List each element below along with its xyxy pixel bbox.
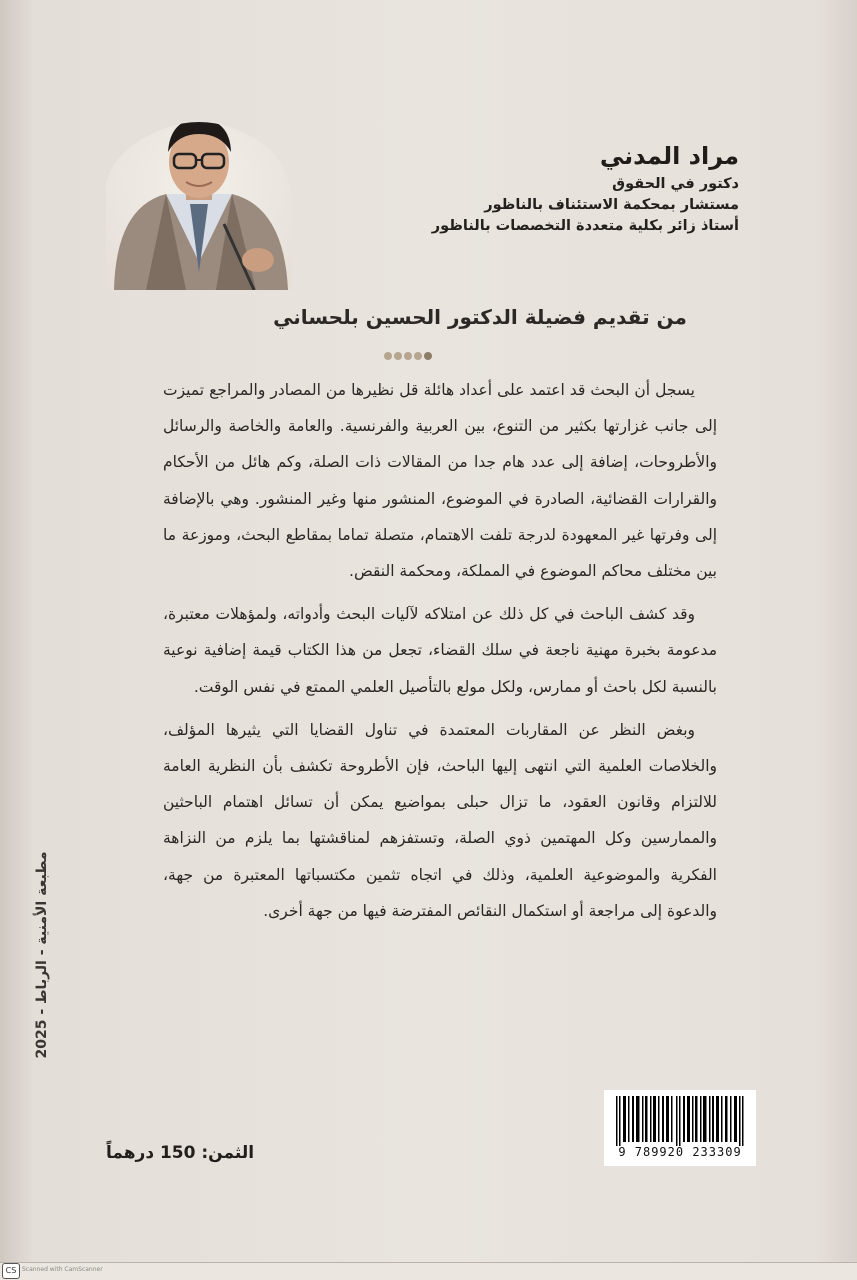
author-degree: دكتور في الحقوق [612, 176, 739, 192]
ornament-dots [370, 350, 440, 362]
author-name: مراد المدني [599, 142, 739, 170]
blurb-paragraph-1: يسجل أن البحث قد اعتمد على أعداد هائلة قل نظيرها من المصادر والمراجع تميزت إلى جانب غزارتها بكثير من التنوع، بين العربية والفرنسية. والعامة والخاصة والرسائل والأطروحات، إضافة إلى عدد هام جدا من المقالات ذات الصلة، وكم هائل من الأحكام والقرارات القضائية، الصادرة في الموضوع، المنشور منها وغير المنشور. وهي بالإضافة إلى وفرتها غير المعهودة لدرجة تلفت الاهتمام، متصلة تماما بمقاطع البحث، وموزعة ما بين مختلف محاكم الموضوع في المملكة، ومحكمة النقض. [163, 381, 717, 581]
ornament-dot [404, 352, 412, 360]
ornament-dot [384, 352, 392, 360]
scanner-watermark: Scanned with CamScanner [22, 1266, 103, 1273]
ornament-dot [424, 352, 432, 360]
preface-title: من تقديم فضيلة الدكتور الحسين بلحساني [273, 305, 687, 329]
publisher-imprint [30, 850, 54, 1060]
publisher-imprint-text: مطبعة الأمنية - الرباط - 2025 [34, 851, 50, 1059]
ornament-dot [414, 352, 422, 360]
author-teaching: أستاذ زائر بكلية متعددة التخصصات بالناظور [431, 218, 739, 234]
isbn-barcode-icon [604, 1090, 756, 1166]
book-price: الثمن: 150 درهماً [105, 1143, 255, 1163]
blurb-text [163, 372, 717, 936]
barcode-digits: 9 789920 233309 [618, 1145, 742, 1159]
camscanner-logo-icon: CS [2, 1263, 20, 1279]
author-portrait-photo [106, 112, 292, 290]
author-position: مستشار بمحكمة الاستئناف بالناظور [484, 197, 739, 213]
blurb-paragraph-2: وقد كشف الباحث في كل ذلك عن امتلاكه لآليات البحث وأدواته، ولمؤهلات معتبرة، مدعومة بخبرة مهنية ناجعة في سلك القضاء، تجعل من هذا الكتاب قيمة إضافية نوعية بالنسبة لكل باحث أو ممارس، ولكل مولع بالتأصيل العلمي الممتع في نفس الوقت. [163, 605, 717, 696]
barcode-bars-icon [616, 1096, 744, 1146]
author-info [319, 138, 739, 237]
blurb-paragraph-3: وبغض النظر عن المقاربات المعتمدة في تناول القضايا التي يثيرها المؤلف، والخلاصات العلمية التي انتهى إليها الباحث، فإن الأطروحة تكشف بأن النظرية العامة للالتزام وقانون العقود، ما تزال حبلى بمواضيع يمكن أن تسائل اهتمام الباحثين والممارسين وكل المهتمين ذوي الصلة، وتستفزهم لمناقشتها بما يلزم من النزاهة الفكرية والموضوعية العلمية، وذلك في اتجاه تثمين مكتسباتها المعتبرة من جهة، والدعوة إلى مراجعة أو استكمال النقائص المفترضة فيها من جهة أخرى. [163, 720, 717, 920]
ornament-dot [394, 352, 402, 360]
